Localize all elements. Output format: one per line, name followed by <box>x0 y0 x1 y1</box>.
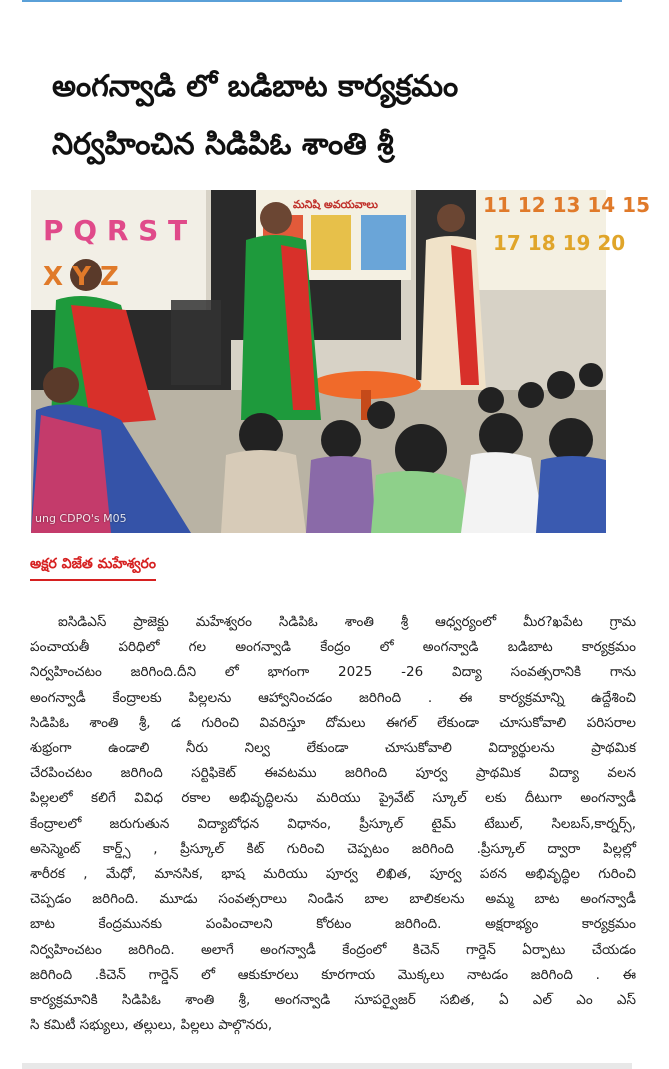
article-line: చెప్పడం జరిగింది. మూడు సంవత్సరాలు నిండిన బాల బాలికలను అమ్మ బాట అంగన్వాడీ <box>30 891 636 908</box>
byline: అక్షర విజేత మహేశ్వరం <box>30 556 156 581</box>
article-line: పిల్లలలో కలిగే వివిధ రకాల అభివృద్ధిలను మరియు ప్రైవేట్ స్కూల్ లకు దీటుగా అంగన్వాడీ <box>30 790 636 807</box>
headline-line-2: నిర్వహించిన సిడిపిఓ శాంతి శ్రీ <box>52 127 394 162</box>
alphabet-text: P Q R S T <box>43 214 188 247</box>
article-body <box>30 610 636 1038</box>
article-line: సిడిపిఓ శాంతి శ్రీ, డ గురించి వివరిస్తూ దోమలు ఈగల్ లేకుండా చూసుకోవాలి పరిసరాల <box>30 714 636 731</box>
news-photo <box>31 190 651 533</box>
article-line: జరిగింది .కిచెన్ గార్డెన్ లో ఆకుకూరలు కూరగాయ మొక్కలు నాటడం జరిగింది . ఈ <box>30 966 636 983</box>
child-head-2 <box>321 420 361 460</box>
alphabet-text-2: X Y Z <box>43 262 119 292</box>
article-line: పంచాయతీ పరిధిలో గల అంగన్వాడి కేంద్రం లో అంగన్వాడి బడిబాట కార్యక్రమం <box>30 639 636 656</box>
article-line: కేంద్రాలలో జరుగుతున విద్యాబోధన విధానం, ప్రీస్కూల్ టైమ్ టేబుల్, సిలబస్,కార్నర్స్, <box>30 815 636 832</box>
article-line: శుభ్రంగా ఉండాలి నీరు నిల్వ లేకుండా చూసుకోవాలి విద్యార్థులను ప్రాథమిక <box>30 740 636 757</box>
child-head-5 <box>549 418 593 462</box>
headline <box>52 58 642 174</box>
headline-line-1: అంగన్వాడి లో బడిబాట కార్యక్రమం <box>52 69 459 104</box>
teacher-right-head <box>437 204 465 232</box>
photo-scene <box>31 190 651 533</box>
article-line: శారీరక , మేధో, మానసిక, భాష మరియు పూర్వ లిఖిత, పూర్వ పఠన అభివృద్ధిల గురించి <box>30 866 636 883</box>
teacher-head <box>260 202 292 234</box>
article-line: నిర్వహించటం జరిగింది. అలాగే అంగన్వాడీ కేంద్రంలో కిచెన్ గార్డెన్ ఏర్పాటు చేయడం <box>30 941 636 958</box>
article-line: చేరపించటం జరిగింది సర్టిఫికెట్ ఈవటము జరిగింది పూర్వ ప్రాథమిక విద్యా వలన <box>30 765 636 782</box>
elderly-woman-head <box>43 367 79 403</box>
article-line: నిర్వహించటం జరిగింది.దీని లో భాగంగా 2025 -26 విద్యా సంవత్సరానికి గాను <box>30 664 636 681</box>
article-line: ఐసిడిఎస్ ప్రాజెక్టు మహేశ్వరం సిడిపిఓ శాంతి శ్రీ ఆధ్వర్యంలో మీర?ఖపేట గ్రామ <box>58 614 636 630</box>
article-line: అసెస్మెంట్ కార్డ్స్ , ప్రీస్కూల్ కిట్ గురించి చెప్పటం జరిగింది .ప్రీస్కూల్ ద్వారా పిల్లల్లో <box>30 840 636 857</box>
number-text: 11 12 13 14 15 <box>483 193 651 217</box>
article-line: అంగన్వాడీ కేంద్రాలకు పిల్లలను ఆహ్వానించడం జరిగింది . ఈ కార్యక్రమాన్ని ఉద్దేశించి <box>30 689 636 706</box>
child-head-4 <box>479 413 523 457</box>
article-line: బాట కేంద్రమునకు పంపించాలని కోరటం జరిగింది. అక్షరాభ్యం కార్యక్రమం <box>30 916 636 933</box>
alphabet-chart <box>31 190 206 310</box>
child-head-3 <box>395 424 447 476</box>
chair <box>171 300 221 385</box>
photo-watermark: ung CDPO's M05 <box>35 512 127 525</box>
bottom-edge <box>22 1063 632 1069</box>
top-rule <box>22 0 622 2</box>
poster-title: మనిషి అవయవాలు <box>293 198 378 211</box>
article-line: సి కమిటీ సభ్యులు, తల్లులు, పిల్లలు పాల్గొనరు, <box>30 1017 273 1034</box>
number-text-2: 17 18 19 20 <box>493 231 626 255</box>
article-line: కార్యక్రమానికి సిడిపిఓ శాంతి శ్రీ, అంగన్వాడి సూపర్వైజర్ సబిత, ఏ ఎల్ ఎం ఎస్ <box>30 992 636 1009</box>
